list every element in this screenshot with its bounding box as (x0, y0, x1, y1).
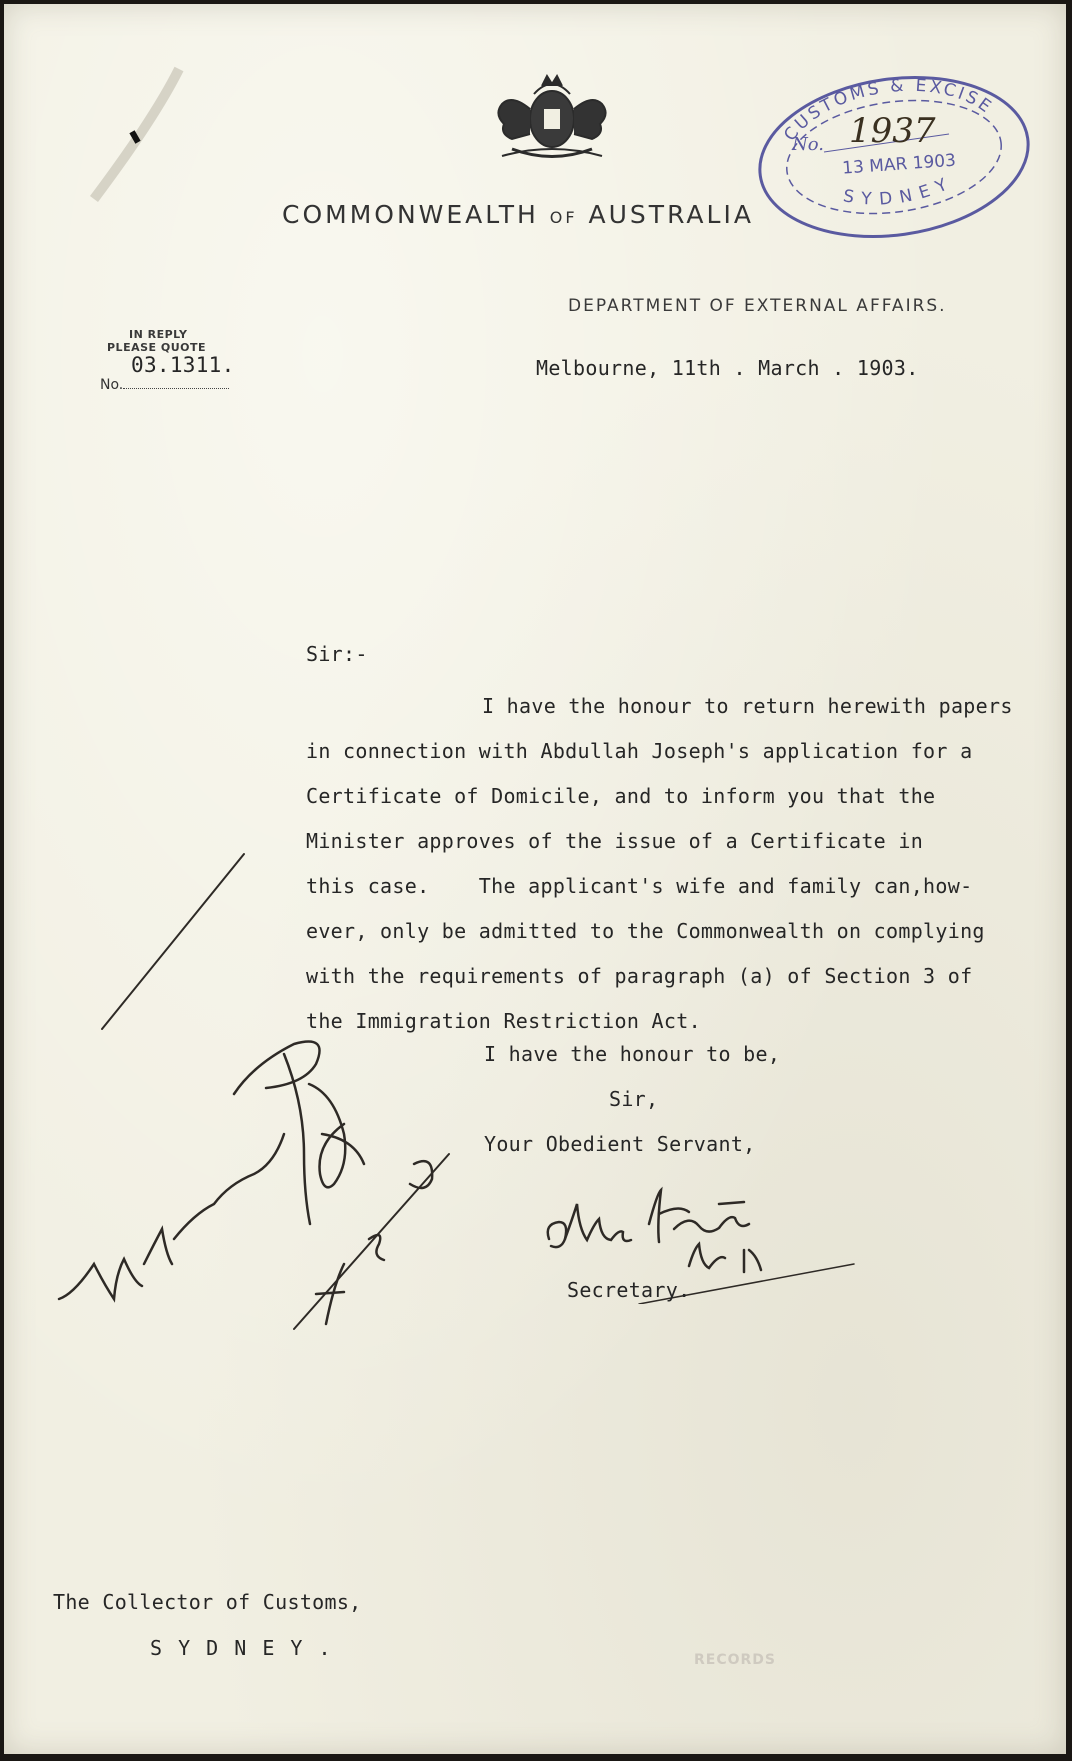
body-line: in connection with Abdullah Joseph's application for a (306, 739, 973, 763)
stamp-arc-top: CUSTOMS & EXCISE (780, 75, 997, 146)
coat-of-arms-icon (472, 64, 632, 164)
letterhead-commonwealth: COMMONWEALTH (282, 200, 539, 229)
faint-records-stamp: RECORDS (694, 1652, 777, 1668)
letterhead-title (282, 200, 754, 229)
stamp-arc-bottom: SYDNEY (841, 171, 958, 210)
body-line: Minister approves of the issue of a Certificate in (306, 829, 924, 853)
secretary-title: Secretary. (567, 1278, 691, 1302)
body-line: I have the honour to return herewith papers (482, 694, 1013, 718)
no-dotted-line (123, 388, 229, 389)
stamp-no-label: No. (792, 134, 824, 155)
body-line: Certificate of Domicile, and to inform you that the (306, 784, 936, 808)
body-line: with the requirements of paragraph (a) of Section 3 of (306, 964, 973, 988)
salutation: Sir:- (306, 642, 368, 666)
letterhead-of: OF (549, 208, 578, 227)
letter-page (4, 4, 1066, 1754)
reference-number: 03.1311. (131, 353, 235, 377)
place-date: Melbourne, 11th . March . 1903. (536, 356, 919, 380)
department-name: DEPARTMENT OF EXTERNAL AFFAIRS. (568, 296, 947, 316)
closing-line-1: I have the honour to be, (484, 1042, 781, 1066)
margin-stroke (94, 849, 254, 1039)
please-quote-label: PLEASE QUOTE (107, 341, 207, 354)
closing-line-3: Your Obedient Servant, (484, 1132, 756, 1156)
in-reply-label: IN REPLY (129, 328, 188, 341)
body-line: this case. The applicant's wife and family can,how- (306, 874, 973, 898)
stamp-date: 13 MAR 1903 (841, 150, 957, 179)
stamp-number: 1937 (849, 111, 936, 151)
addressee-line-2: S Y D N E Y . (150, 1636, 333, 1660)
addressee-line-1: The Collector of Customs, (53, 1590, 362, 1614)
pin-mark (84, 59, 194, 209)
margin-initials-and-date (54, 1024, 474, 1344)
letterhead-australia: AUSTRALIA (588, 200, 754, 229)
body-line: the Immigration Restriction Act. (306, 1009, 701, 1033)
body-line: ever, only be admitted to the Commonwealth on complying (306, 919, 985, 943)
no-label: No. (100, 377, 124, 393)
customs-stamp (744, 62, 1044, 242)
letter-body (306, 684, 1013, 1044)
closing-line-2: Sir, (609, 1087, 659, 1111)
